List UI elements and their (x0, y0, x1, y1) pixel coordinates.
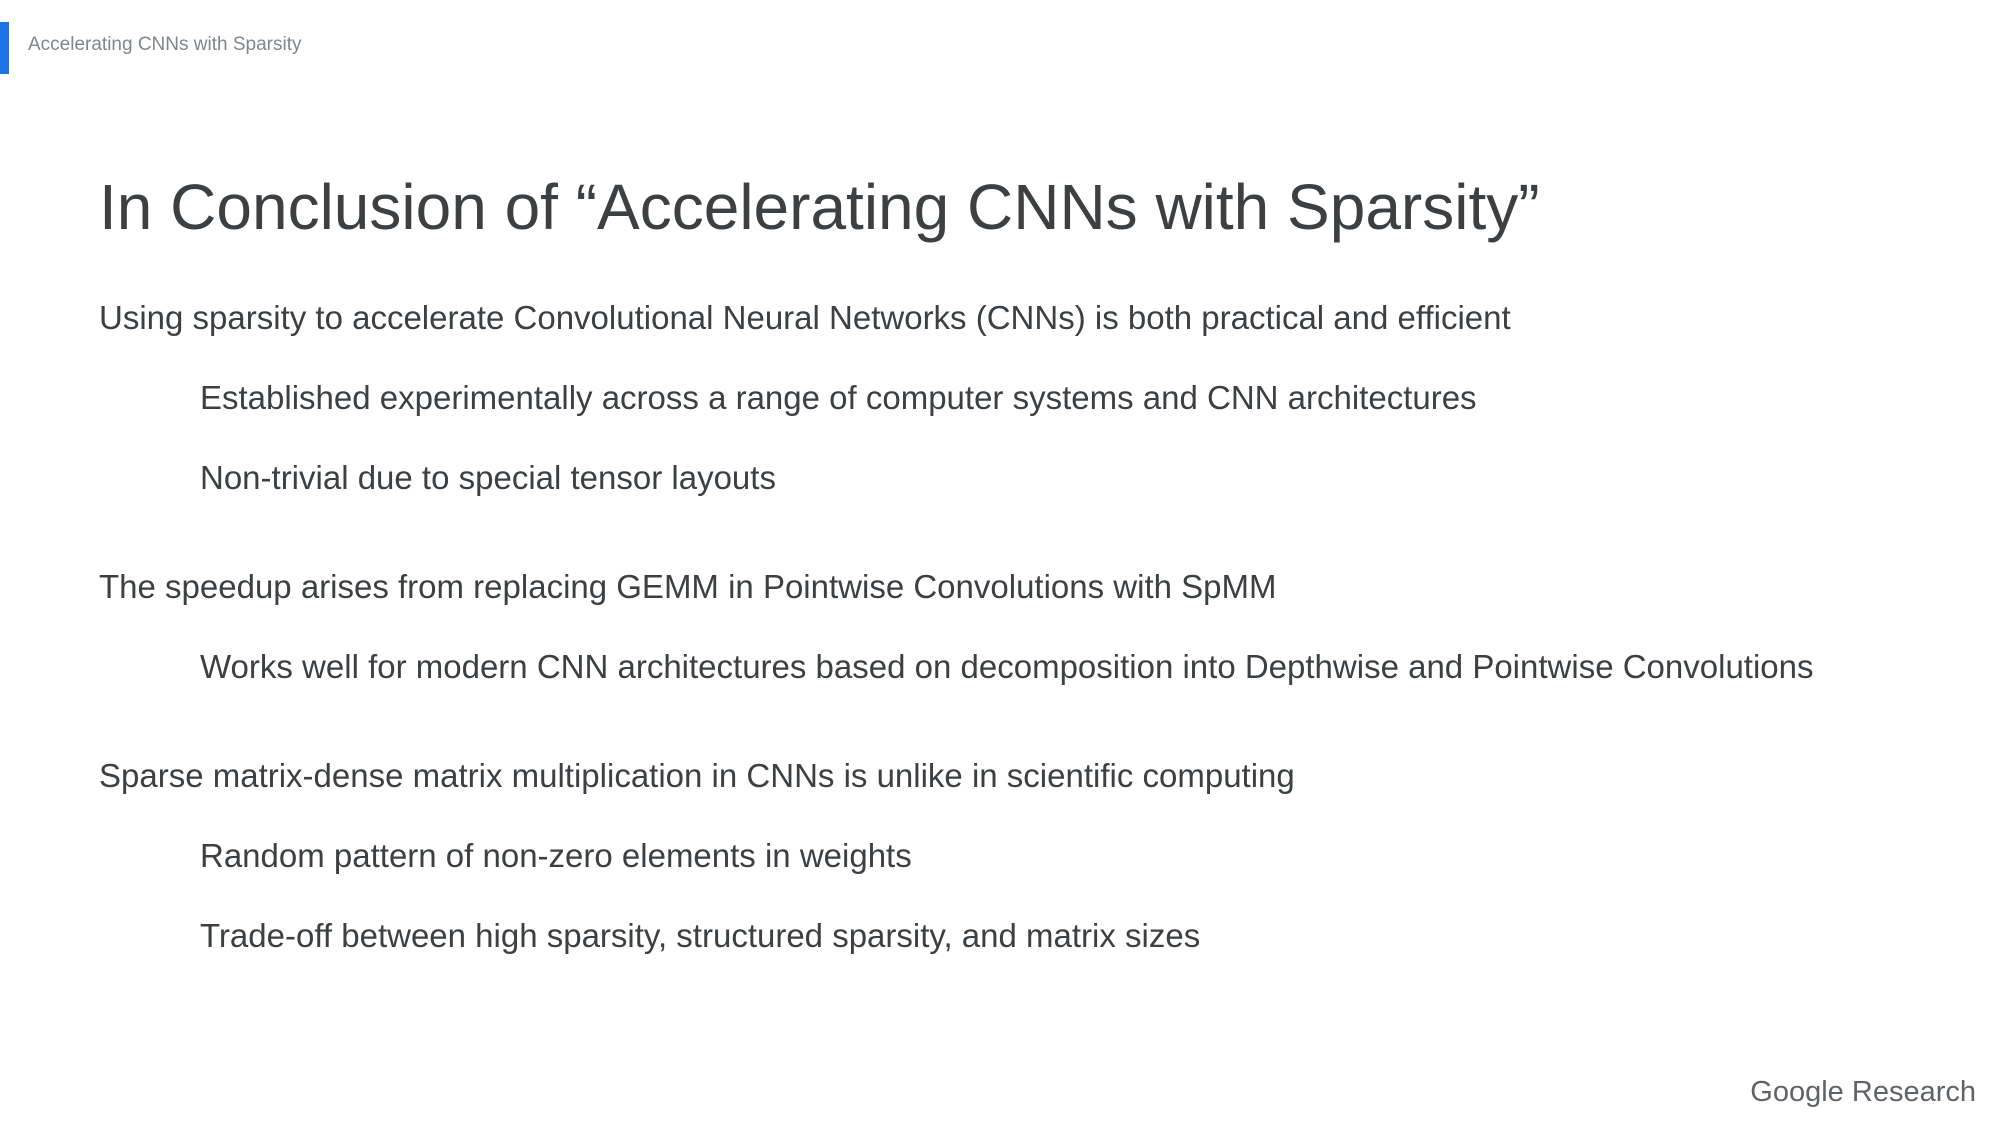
slide-title: In Conclusion of “Accelerating CNNs with Sparsity” (99, 171, 1540, 243)
bullet-3: Sparse matrix-dense matrix multiplication in CNNs is unlike in scientific computing (99, 757, 1295, 794)
bullet-2: The speedup arises from replacing GEMM in Pointwise Convolutions with SpMM (99, 568, 1277, 605)
logo-product: Research (1851, 1076, 1976, 1108)
bullet-3-sub-1: Random pattern of non-zero elements in weights (200, 837, 912, 874)
bullet-1: Using sparsity to accelerate Convolutional Neural Networks (CNNs) is both practical and efficient (99, 299, 1511, 336)
google-research-logo (1750, 1078, 1976, 1107)
section-label: Accelerating CNNs with Sparsity (28, 34, 302, 55)
bullet-1-sub-2: Non-trivial due to special tensor layouts (200, 459, 776, 496)
bullet-1-sub-1: Established experimentally across a range of computer systems and CNN architectures (200, 379, 1477, 416)
accent-bar (0, 22, 9, 74)
bullet-3-sub-2: Trade-off between high sparsity, structured sparsity, and matrix sizes (200, 917, 1201, 954)
bullet-2-sub-1: Works well for modern CNN architectures based on decomposition into Depthwise and Pointwise Convolutions (200, 648, 1814, 685)
logo-brand: Google (1750, 1076, 1844, 1108)
